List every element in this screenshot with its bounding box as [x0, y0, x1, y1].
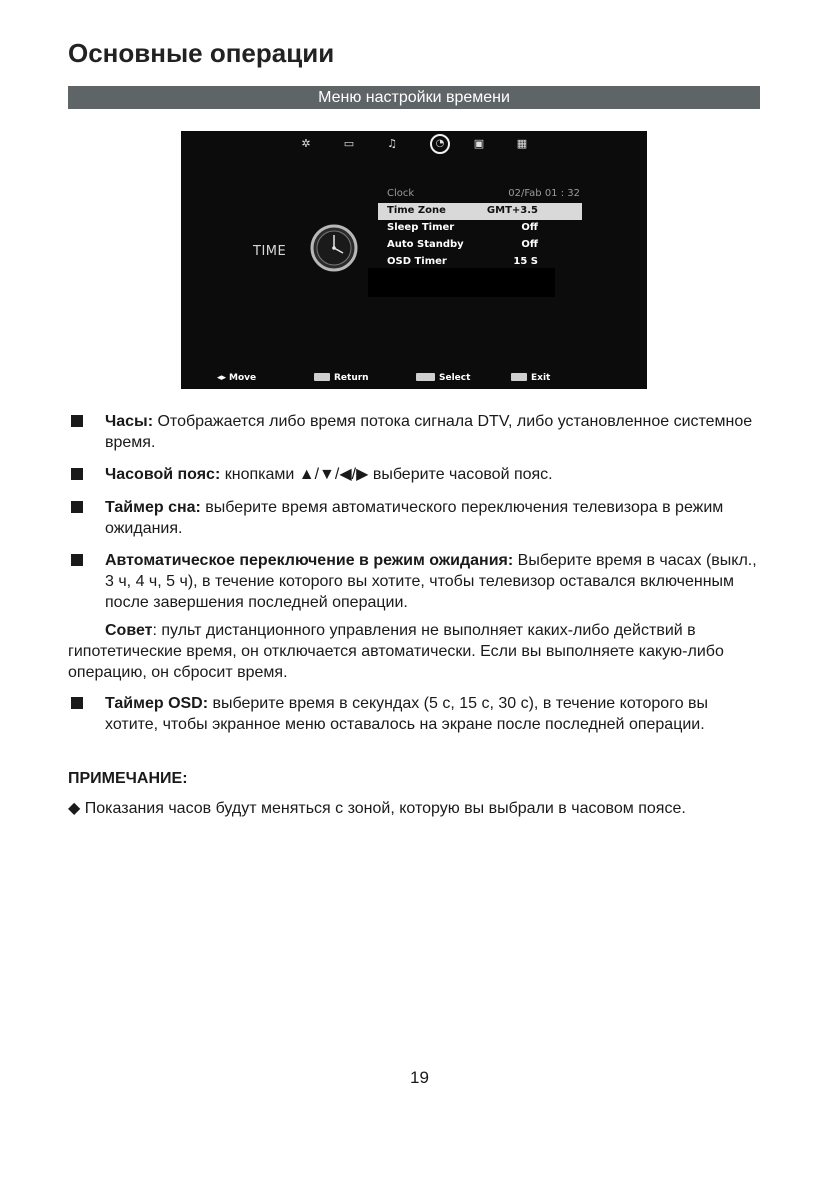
menu-row-auto-standby[interactable] [378, 237, 582, 254]
bullet-square-icon [71, 554, 83, 566]
menu-label: Time Zone [387, 205, 446, 216]
list-item-desc: кнопками ▲/▼/◀/▶ выберите часовой пояс. [220, 466, 553, 483]
page-number: 19 [410, 1068, 429, 1087]
time-menu-list [378, 186, 582, 271]
list-item-desc: Отображается либо время потока сигнала DTV, либо установленное системное время. [105, 413, 753, 451]
footer-select [416, 373, 470, 383]
tv-top-icon-bar [181, 133, 647, 155]
grid-icon: ▦ [516, 137, 528, 150]
menu-key-icon [314, 373, 330, 381]
footer-return [314, 373, 369, 383]
footer-exit [511, 373, 550, 383]
gear-icon: ✲ [301, 137, 311, 150]
menu-row-time-zone[interactable] [378, 203, 582, 220]
list-item-desc: Выберите время в часах (выкл., 3 ч, 4 ч, 5 ч), в течение которого вы хотите, чтобы телевизор оставался включенным после завершения последней операции. [105, 552, 757, 611]
menu-label: Clock [387, 188, 415, 199]
exit-key-icon [511, 373, 527, 381]
music-note-icon: ♫ [387, 137, 397, 150]
list-item-text [105, 411, 761, 453]
note-item [68, 798, 768, 818]
footer-label: Select [439, 373, 471, 383]
footer-move [217, 373, 256, 383]
menu-value: 02/Fab 01 : 32 [508, 188, 580, 199]
tip-text: : пульт дистанционного управления не выполняет каких-либо действий в гипотетические время, он отключается автоматически. Если вы выполняете какую-либо операцию, он сбросит время. [68, 622, 724, 681]
menu-label: Sleep Timer [387, 222, 455, 233]
list-item-term: Таймер сна: [105, 499, 201, 516]
list-item-text [105, 464, 761, 485]
clock-icon: ◔ [430, 134, 450, 154]
time-section-label: TIME [253, 244, 287, 259]
menu-value: Off [521, 239, 538, 250]
bullet-square-icon [71, 468, 83, 480]
list-item-text [105, 693, 761, 735]
list-item-text [105, 550, 761, 613]
list-item-text [105, 497, 761, 539]
tv-footer-hints [181, 373, 647, 387]
list-item-term: Автоматическое переключение в режим ожидания: [105, 552, 514, 569]
menu-value: 15 S [513, 256, 538, 267]
tip-term: Совет [105, 622, 153, 639]
bullet-square-icon [71, 697, 83, 709]
list-item-term: Таймер OSD: [105, 695, 209, 712]
footer-label: Exit [531, 373, 551, 383]
bullet-square-icon [71, 501, 83, 513]
footer-label: Return [334, 373, 369, 383]
list-item-term: Часовой пояс: [105, 466, 221, 483]
diamond-bullet-icon: ◆ [68, 800, 81, 817]
monitor-icon: ▭ [343, 137, 355, 150]
menu-row-clock[interactable] [378, 186, 582, 203]
footer-label: Move [229, 373, 257, 383]
list-item-term: Часы: [105, 413, 154, 430]
page-title: Основные операции [68, 38, 335, 68]
menu-label: OSD Timer [387, 256, 447, 267]
clock-face-icon [310, 224, 358, 272]
menu-label: Auto Standby [387, 239, 464, 250]
enter-key-icon [416, 373, 435, 381]
bullet-square-icon [71, 415, 83, 427]
note-text: Показания часов будут меняться с зоной, которую вы выбрали в часовом поясе. [80, 800, 686, 817]
move-arrows-icon: ◂▸ [217, 373, 227, 383]
menu-empty-area [368, 268, 555, 297]
section-banner: Меню настройки времени [68, 86, 760, 109]
tip-paragraph [68, 620, 760, 683]
menu-row-sleep-timer[interactable] [378, 220, 582, 237]
lock-icon: ▣ [473, 137, 485, 150]
tv-menu-screenshot [181, 131, 647, 389]
menu-value: GMT+3.5 [486, 205, 538, 216]
list-item-desc: выберите время автоматического переключения телевизора в режим ожидания. [105, 499, 724, 537]
note-heading: ПРИМЕЧАНИЕ: [68, 770, 188, 787]
list-item-desc: выберите время в секундах (5 с, 15 с, 30 с), в течение которого вы хотите, чтобы экранное меню оставалось на экране после последней операции. [105, 695, 709, 733]
menu-value: Off [521, 222, 538, 233]
